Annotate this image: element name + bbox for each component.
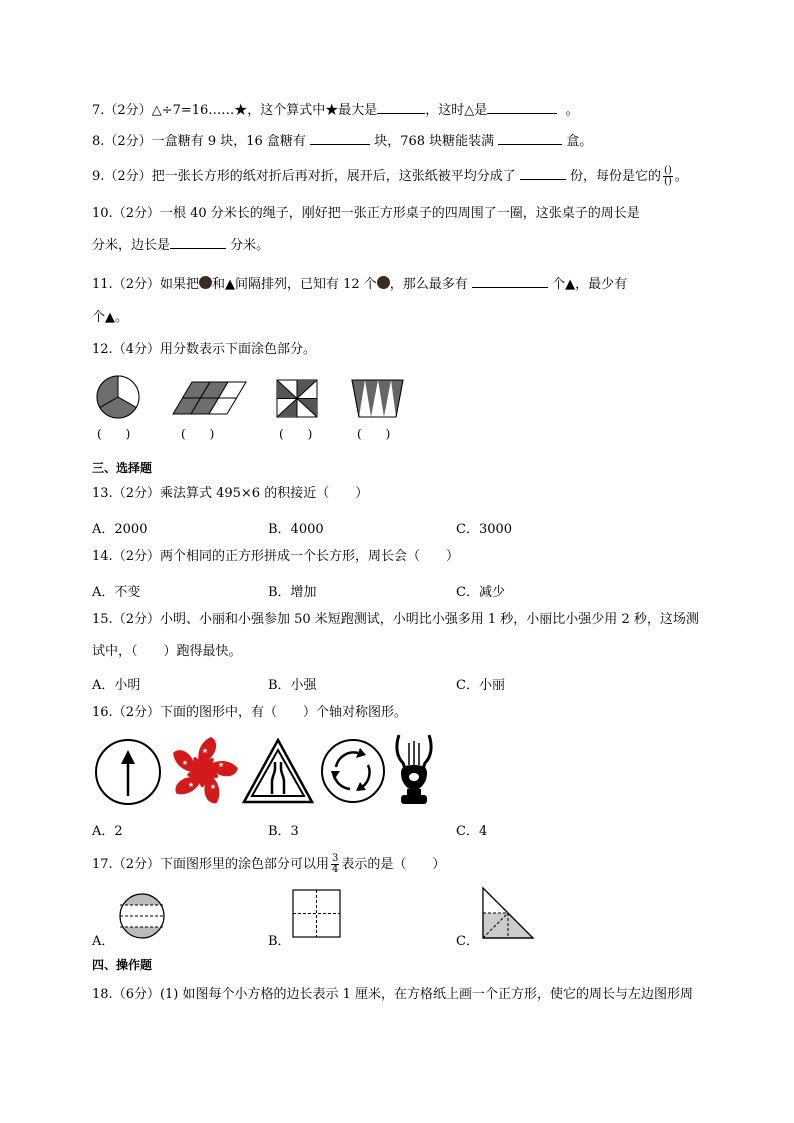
question-text: 分米。	[230, 238, 270, 253]
question-text: 两个相同的正方形拼成一个长方形，周长会（ ）	[159, 549, 459, 564]
question-text: 个▲。	[92, 310, 128, 325]
question-text: 用分数表示下面涂色部分。	[159, 342, 316, 357]
striped-circle-figure	[118, 891, 166, 941]
svg-text:★: ★	[217, 761, 225, 769]
question-number: 10.	[92, 206, 113, 221]
filled-circle-icon	[377, 276, 390, 289]
question-text: 试中，（ ）跑得最快。	[92, 644, 242, 659]
question-text: △÷7=16……★，这个算式中★最大是	[151, 103, 378, 118]
question-number: 7.	[92, 103, 105, 118]
answer-parentheses[interactable]: ( )	[97, 427, 131, 441]
question-12	[92, 341, 316, 359]
question-number: 11.	[92, 277, 113, 292]
svg-text:★: ★	[201, 747, 209, 755]
question-score: （2分）	[112, 206, 160, 221]
parallelogram-figure	[172, 380, 248, 416]
question-score: （2分）	[112, 549, 160, 564]
question-text: 一根 40 分米长的绳子，刚好把一张正方形桌子的四周围了一圈，这张桌子的周长是	[159, 206, 640, 221]
option-a[interactable]: A．不变	[92, 585, 141, 600]
option-b[interactable]: B．3	[268, 824, 299, 839]
question-11	[92, 275, 627, 294]
question-text: 一盒糖有 9 块，16 盒糖有	[151, 134, 306, 149]
option-b[interactable]: B．小强	[268, 678, 317, 693]
svg-text:★: ★	[209, 783, 217, 791]
question-score: （2分）	[104, 103, 152, 118]
question-14	[92, 548, 459, 566]
question-number: 17.	[92, 857, 113, 872]
svg-text:★: ★	[187, 781, 195, 789]
trapezoid-figure	[351, 379, 405, 419]
fraction-numerator: ()	[664, 165, 672, 176]
square-triangles-figure	[276, 379, 320, 419]
question-number: 8.	[92, 134, 105, 149]
answer-blank[interactable]	[487, 101, 557, 114]
question-9	[92, 166, 688, 187]
question-text: 乘法算式 495×6 的积接近（ ）	[159, 486, 369, 501]
bauhinia-flower-icon	[166, 735, 240, 807]
question-8	[92, 132, 592, 151]
question-text: 和▲间隔排列，已知有 12 个	[211, 277, 377, 292]
question-score: （4分）	[112, 342, 160, 357]
option-b[interactable]: B．	[268, 934, 291, 949]
quartered-square-figure	[292, 889, 342, 939]
question-number: 9.	[92, 169, 105, 184]
question-text: 下面图形里的涂色部分可以用	[159, 857, 329, 872]
filled-circle-icon	[199, 276, 212, 289]
question-text: 表示的是（ ）	[341, 857, 446, 872]
question-number: 15.	[92, 612, 113, 627]
fraction	[663, 166, 673, 187]
lyre-trophy-icon	[393, 733, 435, 807]
question-number: 16.	[92, 705, 113, 720]
option-c[interactable]: C．小丽	[456, 678, 505, 693]
question-18	[92, 986, 693, 1004]
fraction-denominator: ()	[664, 176, 672, 187]
option-a[interactable]: A．2	[92, 824, 123, 839]
question-text: 。	[674, 169, 688, 184]
question-text: ，那么最多有	[389, 277, 468, 292]
section-heading: 三、选择题	[92, 461, 153, 475]
question-text: 块，768 块糖能装满	[374, 134, 495, 149]
svg-text:★: ★	[181, 759, 189, 767]
option-b[interactable]: B．4000	[268, 522, 324, 537]
answer-blank[interactable]	[520, 167, 566, 180]
answer-blank[interactable]	[170, 236, 226, 249]
question-7	[92, 101, 579, 120]
question-15-cont	[92, 643, 242, 661]
option-c[interactable]: C．减少	[456, 585, 505, 600]
option-a[interactable]: A．小明	[92, 678, 141, 693]
question-number: 13.	[92, 486, 113, 501]
question-text: (1) 如图每个小方格的边长表示 1 厘米，在方格纸上画一个正方形，使它的周长与左边图形周	[159, 987, 694, 1002]
question-text: 个▲，最少有	[552, 277, 628, 292]
question-16	[92, 704, 407, 722]
option-c[interactable]: C．3000	[456, 522, 513, 537]
question-text: 下面的图形中，有（ ）个轴对称图形。	[159, 705, 407, 720]
question-score: （2分）	[112, 705, 160, 720]
answer-parentheses[interactable]: ( )	[279, 427, 313, 441]
fraction-denominator: 4	[331, 864, 339, 875]
question-number: 18.	[92, 987, 113, 1002]
question-text: ，这时△是	[425, 103, 488, 118]
question-17	[92, 854, 445, 875]
answer-blank[interactable]	[498, 132, 562, 145]
question-score: （2分）	[112, 277, 160, 292]
question-text: 份，每份是它的	[569, 169, 661, 184]
answer-parentheses[interactable]: ( )	[181, 427, 215, 441]
question-text: 分米，边长是	[92, 238, 171, 253]
fraction	[331, 854, 339, 875]
question-number: 14.	[92, 549, 113, 564]
question-number: 12.	[92, 342, 113, 357]
option-b[interactable]: B．增加	[268, 585, 317, 600]
divided-triangle-figure	[481, 886, 537, 940]
circle-thirds-figure	[92, 375, 144, 419]
option-a[interactable]: A．2000	[92, 522, 148, 537]
answer-blank[interactable]	[472, 275, 548, 288]
question-11-cont	[92, 309, 128, 327]
fraction-numerator: 3	[331, 853, 339, 864]
question-score: （2分）	[112, 486, 160, 501]
question-score: （2分）	[104, 134, 152, 149]
option-c[interactable]: C．	[456, 934, 479, 949]
arrow-circle-icon	[94, 738, 162, 806]
answer-blank[interactable]	[310, 132, 370, 145]
question-text: 把一张长方形的纸对折后再对折，展开后，这张纸被平均分成了	[151, 169, 516, 184]
question-score: （2分）	[104, 169, 152, 184]
option-c[interactable]: C．4	[456, 824, 488, 839]
question-10	[92, 205, 640, 223]
question-score: （2分）	[112, 857, 160, 872]
question-text: 。	[565, 103, 579, 118]
question-score: （2分）	[112, 612, 160, 627]
question-text: 盒。	[566, 134, 593, 149]
road-narrows-sign-icon	[242, 738, 314, 804]
question-13	[92, 485, 368, 503]
question-text: 如果把	[159, 277, 199, 292]
question-text: 小明、小丽和小强参加 50 米短跑测试，小明比小强多用 1 秒，小丽比小强少用 2 秒，这场测	[159, 612, 699, 627]
question-15	[92, 611, 699, 629]
question-score: （6分）	[112, 987, 160, 1002]
section-heading: 四、操作题	[92, 958, 153, 972]
option-a[interactable]: A．	[92, 934, 115, 949]
question-10-cont	[92, 236, 269, 255]
answer-parentheses[interactable]: ( )	[357, 427, 391, 441]
answer-blank[interactable]	[377, 101, 425, 114]
recycle-arrows-icon	[320, 737, 386, 805]
